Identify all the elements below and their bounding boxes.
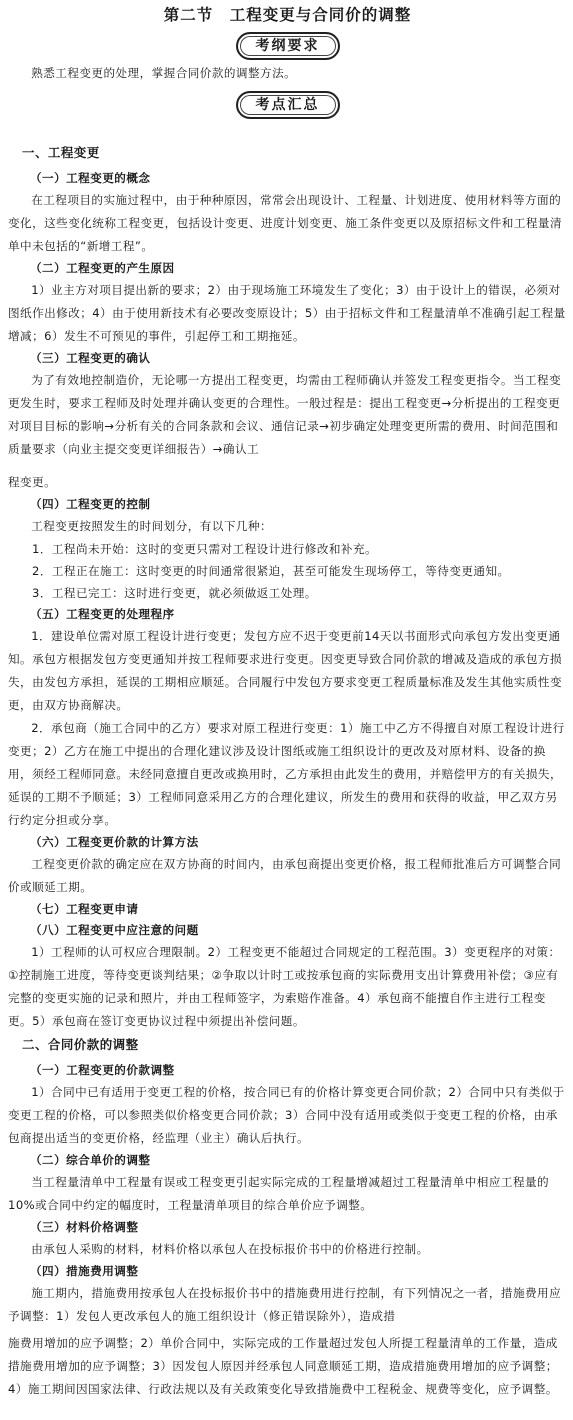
paragraph-confirmation: 为了有效地控制造价，无论哪一方提出工程变更，均需由工程师确认并签发工程变更指令。当工程变更发生时，要求工程师及时处理并确认变更的合理性。一般过程是：提出工程变更→分析提出的工程变更对项目目标的影响→分析有关的合同条款和会议、通信记录→初步确定处理变更所需的费用、时间范围和质量要求（向业主提交变更详细报告）→确认工 bbox=[8, 373, 562, 456]
paragraph-change-price: 1）合同中已有适用于变更工程的价格，按合同已有的价格计算变更合同价款；2）合同中只有类似于变更工程的价格，可以参照类似价格变更合同价款；3）合同中没有适用或类似于变更工程的价格，由承包商提出适当的变更价格，经监理（业主）确认后执行。 bbox=[8, 1085, 565, 1145]
subheading-application: （七）工程变更申请 bbox=[30, 902, 139, 916]
paragraph-issues: 1）工程师的认可权应合理限制。2）工程变更不能超过合同规定的工程范围。3）变更程序的对策：①控制施工进度，等待变更谈判结果；②争取以计时工或按承包商的实际费用支出计算费用补偿；③应有完整的变更实施的记录和照片，并由工程师签字，为索赔作准备。4）承包商不能擅自作主进行工程变更。5）承包商在签订变更协议过程中须提出补偿问题。 bbox=[8, 945, 561, 1028]
banner-row bbox=[8, 32, 567, 60]
list-item: 1．工程尚未开始：这时的变更只需对工程设计进行修改和补充。 bbox=[32, 542, 378, 556]
subheading-causes: （二）工程变更的产生原因 bbox=[30, 261, 175, 275]
heading-engineering-change: 一、工程变更 bbox=[22, 145, 100, 160]
list-item: 3．工程已完工：这时进行变更，就必须做返工处理。 bbox=[32, 586, 317, 600]
subheading-confirmation: （三）工程变更的确认 bbox=[30, 351, 151, 365]
banner-row bbox=[8, 91, 567, 119]
paragraph-pricing-method: 工程变更价款的确定应在双方协商的时间内，由承包商提出变更价格，报工程师批准后方可调整合同价或顺延工期。 bbox=[8, 857, 562, 894]
heading-contract-price: 二、合同价款的调整 bbox=[22, 1037, 139, 1052]
subheading-material-price: （三）材料价格调整 bbox=[30, 1220, 139, 1234]
paragraph-procedure-2: 2．承包商（施工合同中的乙方）要求对原工程进行变更：1）施工中乙方不得擅自对原工程设计进行变更；2）乙方在施工中提出的合理化建议涉及设计图纸或施工组织设计的更改及对原材料、设备的换用，须经工程师同意。未经同意擅自更改或换用时，乙方承担由此发生的费用，并赔偿甲方的有关损失，延误的工期不予顺延；3）工程师同意采用乙方的合理化建议，所发生的费用和获得的收益，甲乙双方另行约定分担或分享。 bbox=[8, 721, 565, 827]
exam-requirements-banner: 考纲要求 bbox=[236, 32, 340, 60]
paragraph-measure-cost-tail: 施费用增加的应予调整；2）单价合同中，实际完成的工作量超过发包人所提工程量清单的工作量，造成措施费用增加的应予调整；3）因发包人原因并经承包人同意顺延工期，造成措施费用增加的应予调整；4）施工期间因国家法律、行政法规以及有关政策变化导致措施费中工程税金、规费等变化，应予调整。 bbox=[8, 1336, 558, 1396]
paragraph-control: 工程变更按照发生的时间划分，有以下几种： bbox=[31, 519, 273, 533]
list-item: 2．工程正在施工：这时变更的时间通常很紧迫，甚至可能发生现场停工，等待变更通知。 bbox=[32, 564, 510, 578]
paragraph-procedure-1: 1．建设单位需对原工程设计进行变更；发包方应不迟于变更前14天以书面形式向承包方发出变更通知。承包方根据发包方变更通知并按工程师要求进行变更。因变更导致合同价款的增减及造成的承包方损失，由发包方承担，延误的工期相应顺延。合同履行中发包方要求变更工程质量标准及发生其他实质性变更，由双方协商解决。 bbox=[8, 629, 563, 712]
paragraph-unit-price: 当工程量清单中工程量有误或工程变更引起实际完成的工程量增减超过工程量清单中相应工程量的10%或合同中约定的幅度时，工程量清单项目的综合单价应予调整。 bbox=[8, 1175, 550, 1212]
subheading-measure-cost: （四）措施费用调整 bbox=[30, 1264, 139, 1278]
paragraph-concept: 在工程项目的实施过程中，由于种种原因，常常会出现设计、工程量、计划进度、使用材料等方面的变化，这些变化统称工程变更，包括设计变更、进度计划变更、施工条件变更以及原招标文件和工程量清单中未包括的“新增工程”。 bbox=[8, 193, 563, 253]
subheading-concept: （一）工程变更的概念 bbox=[30, 171, 151, 185]
section-title: 第二节 工程变更与合同价的调整 bbox=[163, 6, 412, 24]
intro-text: 熟悉工程变更的处理，掌握合同价款的调整方法。 bbox=[31, 66, 297, 80]
subheading-pricing-method: （六）工程变更价款的计算方法 bbox=[30, 835, 199, 849]
key-points-banner: 考点汇总 bbox=[236, 91, 340, 119]
subheading-unit-price: （二）综合单价的调整 bbox=[30, 1153, 151, 1167]
subheading-control: （四）工程变更的控制 bbox=[30, 497, 151, 511]
subheading-issues: （八）工程变更中应注意的问题 bbox=[30, 923, 199, 937]
paragraph-material-price: 由承包人采购的材料，材料价格以承包人在投标报价书中的价格进行控制。 bbox=[31, 1242, 429, 1256]
paragraph-confirmation-tail: 程变更。 bbox=[8, 475, 57, 489]
subheading-procedure: （五）工程变更的处理程序 bbox=[30, 607, 175, 621]
paragraph-measure-cost: 施工期内，措施费用按承包人在投标报价书中的措施费用进行控制，有下列情况之一者，措施费用应予调整：1）发包人更改承包人的施工组织设计（修正错误除外），造成措 bbox=[8, 1286, 562, 1323]
paragraph-causes: 1）业主方对项目提出新的要求；2）由于现场施工环境发生了变化；3）由于设计上的错误，必须对图纸作出修改；4）由于使用新技术有必要改变原设计；5）由于招标文件和工程量清单不准确引起工程量增减；6）发生不可预见的事件，引起停工和工期拖延。 bbox=[8, 283, 566, 343]
subheading-change-price: （一）工程变更的价款调整 bbox=[30, 1063, 175, 1077]
